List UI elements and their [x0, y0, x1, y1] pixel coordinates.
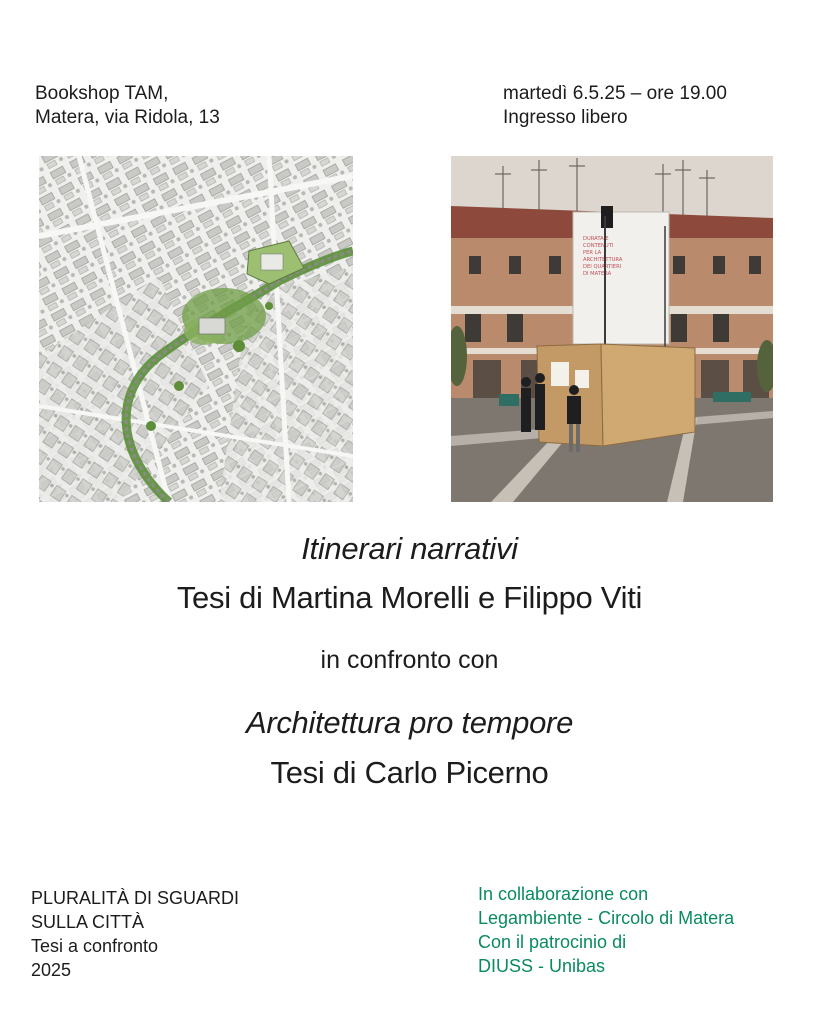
banner-text-5: DEI QUARTIERI	[583, 264, 622, 270]
event-datetime: martedì 6.5.25 – ore 19.00	[503, 83, 727, 104]
site-plan-image	[39, 156, 353, 502]
series-year: 2025	[31, 960, 72, 980]
credits-collab-label: In collaborazione con	[478, 884, 649, 904]
talk2-authors: Tesi di Carlo Picerno	[270, 755, 549, 790]
event-entry: Ingresso libero	[503, 107, 628, 128]
venue-address: Matera, via Ridola, 13	[35, 107, 220, 128]
series-subtitle: Tesi a confronto	[31, 936, 159, 956]
connector-text: in confronto con	[320, 646, 499, 674]
talk2-title: Architettura pro tempore	[245, 705, 574, 740]
venue-block	[35, 82, 220, 130]
credits-patronage-partner: DIUSS - Unibas	[478, 956, 606, 976]
banner-text-6: DI MATERA	[583, 271, 612, 277]
banner-text-3: PER LA	[583, 250, 602, 256]
venue-name: Bookshop TAM,	[35, 83, 169, 104]
credits-collab-partner: Legambiente - Circolo di Matera	[478, 908, 735, 928]
series-title-line2: SULLA CITTÀ	[31, 912, 145, 932]
talk1-title: Itinerari narrativi	[301, 531, 518, 566]
series-block	[31, 886, 239, 982]
site-plan-drawing	[39, 156, 353, 502]
banner-text-1: DURATA E	[583, 236, 609, 242]
talk1-authors: Tesi di Martina Morelli e Filippo Viti	[176, 580, 643, 615]
banner-text-4: ARCHITETTURA	[583, 257, 623, 263]
event-info-block	[503, 82, 727, 130]
wooden-pavilion-photo	[451, 156, 773, 502]
credits-patronage-label: Con il patrocinio di	[478, 932, 627, 952]
series-title-line1: PLURALITÀ DI SGUARDI	[31, 888, 240, 908]
banner-text-2: CONTENUTI	[583, 243, 614, 249]
pavilion-photo	[451, 156, 773, 502]
credits-block	[478, 882, 734, 978]
